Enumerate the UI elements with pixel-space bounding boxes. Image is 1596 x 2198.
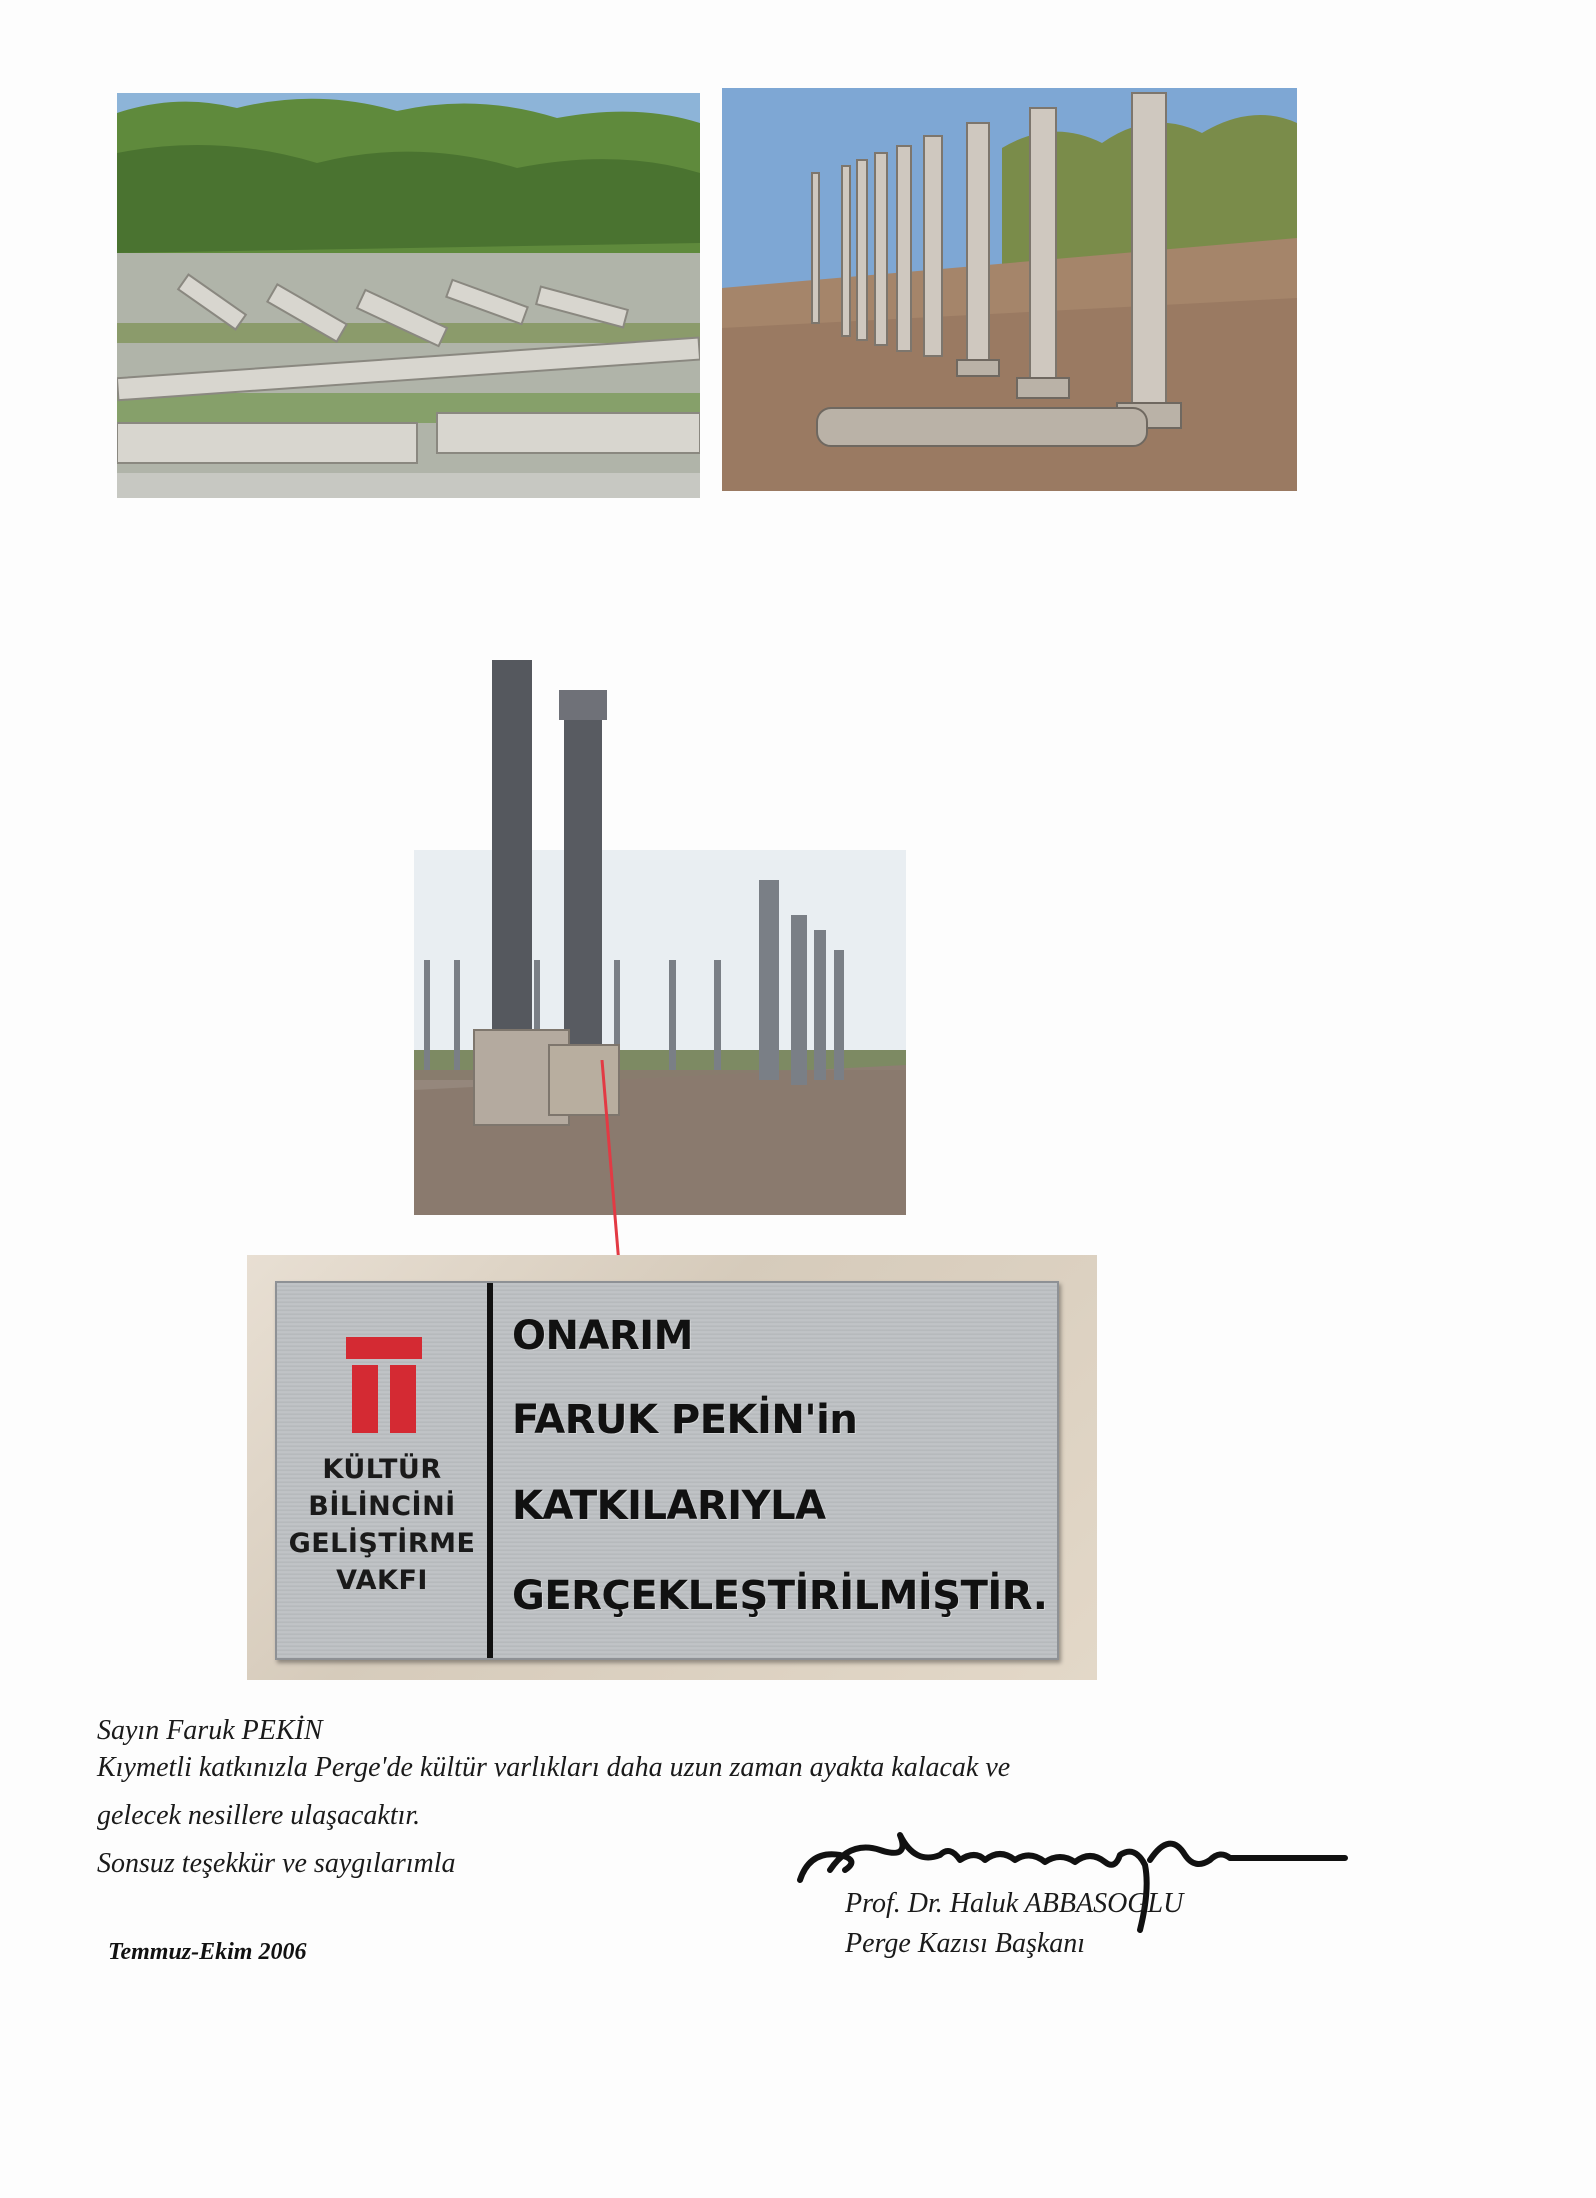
signatory-title: Perge Kazısı Başkanı [845,1928,1086,1959]
foundation-name-line: BİLİNCİNİ [308,1491,456,1522]
plaque-line: ONARIM [512,1313,693,1359]
plaque-line: KATKILARIYLA [512,1483,826,1529]
signatory-name: Prof. Dr. Haluk ABBASOGLU [845,1888,1184,1919]
letter-body-line: gelecek nesillere ulaşacaktır. [97,1800,421,1831]
onarim-plaque [247,1255,1097,1680]
letter-closing: Sonsuz teşekkür ve saygılarımla [97,1848,456,1879]
fallen-columns-photo [117,93,700,498]
plaque-line: FARUK PEKİN'in [512,1397,858,1443]
foundation-name-line: VAKFI [336,1565,428,1596]
foundation-name [277,1451,487,1599]
letter-date: Temmuz-Ekim 2006 [108,1939,307,1965]
letter-body-line: Kıymetli katkınızla Perge'de kültür varlıkları daha uzun zaman ayakta kalacak ve [97,1752,1011,1783]
plaque-plate [275,1281,1059,1660]
kbgv-logo-icon [346,1337,422,1433]
salutation: Sayın Faruk PEKİN [97,1715,323,1746]
plaque-divider [487,1283,493,1658]
foundation-name-line: KÜLTÜR [322,1454,442,1485]
foundation-name-line: GELİŞTİRME [288,1528,476,1559]
restored-columns-photo [414,660,906,1215]
signature [790,1810,1350,1940]
colonnade-street-photo [722,88,1297,491]
plaque-line: GERÇEKLEŞTİRİLMİŞTİR. [512,1573,1048,1619]
